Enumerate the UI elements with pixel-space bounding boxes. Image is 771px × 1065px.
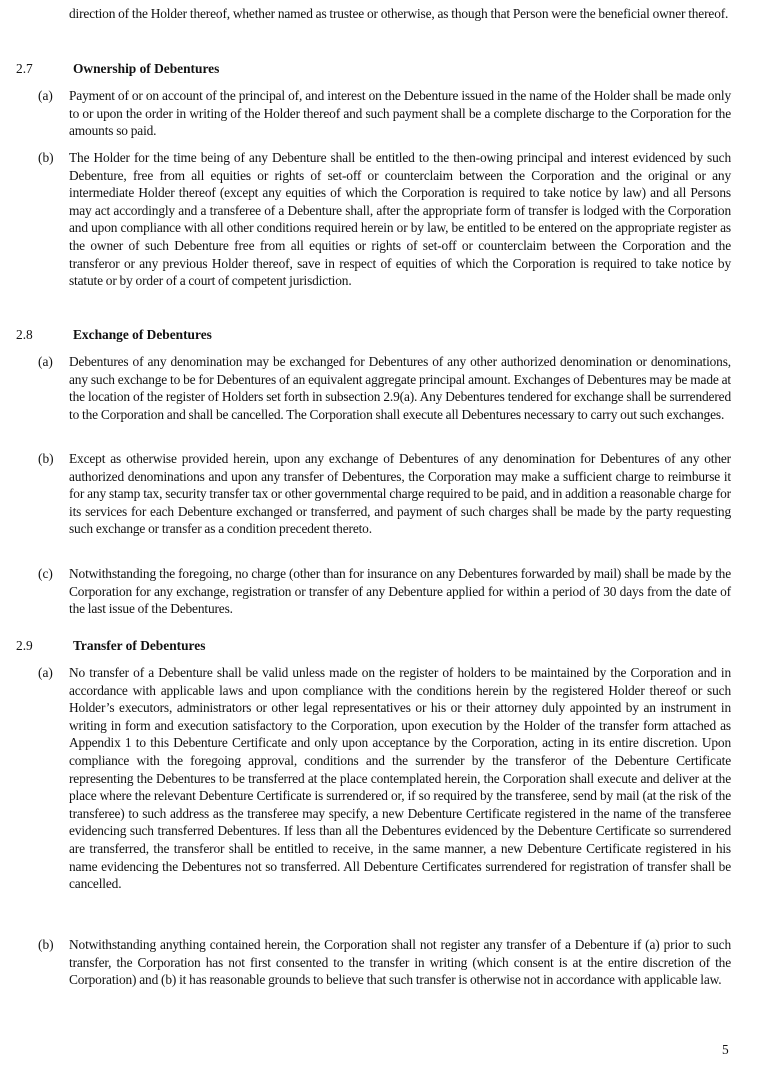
page-number: 5 bbox=[722, 1042, 729, 1057]
item-text: Payment of or on account of the principal of, and interest on the Debenture issued in the name of the Holder shall be made only to or upon the order in writing of the Holder thereof and such payment shall be a complete discharge to the Corporation for the amounts so paid. bbox=[69, 88, 731, 139]
section-number: 2.7 bbox=[16, 61, 33, 76]
section-number: 2.9 bbox=[16, 638, 33, 653]
section-number: 2.8 bbox=[16, 327, 33, 342]
item-label: (a) bbox=[38, 354, 53, 369]
item-text: Notwithstanding anything contained herein, the Corporation shall not register any transfer of a Debenture if (a) prior to such transfer, the Corporation has not first consented to the transfer in writing (which consent is at the entire discretion of the Corporation) and (b) it has reasonable grounds to believe that such transfer is otherwise not in accordance with applicable law. bbox=[69, 937, 731, 988]
section-title: Exchange of Debentures bbox=[73, 327, 212, 342]
item-label: (b) bbox=[38, 451, 54, 466]
item-text: Notwithstanding the foregoing, no charge (other than for insurance on any Debentures forwarded by mail) shall be made by the Corporation for any exchange, registration or transfer of any Debenture applied for within a period of 30 days from the date of the last issue of the Debentures. bbox=[69, 566, 731, 617]
item-label: (c) bbox=[38, 566, 53, 581]
section-title: Transfer of Debentures bbox=[73, 638, 206, 653]
item-text: The Holder for the time being of any Debenture shall be entitled to the then-owing principal and interest evidenced by such Debenture, free from all equities or rights of set-off or counterclaim between the Corporation and the original or any intermediate Holder thereof (except any equities of which the Corporation is required to take notice by law) and all Persons may act accordingly and a transferee of a Debenture shall, after the appropriate form of transfer is lodged with the Corporation and upon compliance with all other conditions required herein or by law, be entitled to be entered on the appropriate register as the owner of such Debenture free from all equities or rights of set-off or counterclaim between the Corporation and the transferor or any previous Holder thereof, save in respect of equities of which the Corporation is required to take notice by statute or by order of a court of competent jurisdiction. bbox=[69, 150, 731, 289]
item-label: (b) bbox=[38, 150, 54, 165]
item-label: (b) bbox=[38, 937, 54, 952]
item-label: (a) bbox=[38, 88, 53, 103]
section-title: Ownership of Debentures bbox=[73, 61, 220, 76]
item-label: (a) bbox=[38, 665, 53, 680]
continuation-paragraph: direction of the Holder thereof, whether named as trustee or otherwise, as though that Person were the beneficial owner thereof. bbox=[69, 6, 729, 21]
item-text: No transfer of a Debenture shall be valid unless made on the register of holders to be maintained by the Corporation and in accordance with applicable laws and upon compliance with the conditions herein by the registered Holder thereof or such Holder’s executors, administrators or other legal representatives or his or their attorney duly appointed by an instrument in writing in form and execution satisfactory to the Corporation, upon execution by the Holder of the transfer form attached as Appendix 1 to this Debenture Certificate and only upon acceptance by the Corporation, acting in its entire discretion. Upon compliance with the foregoing approval, conditions and the surrender by the transferor of the Debenture Certificate representing the Debentures to be transferred at the place contemplated herein, the Corporation shall execute and deliver at the place where the relevant Debenture Certificate is surrendered or, if so required by the transferee, send by mail (at the risk of the transferee) to such address as the transferee may specify, a new Debenture Certificate registered in the name of the transferee evidencing such transferred Debentures. If less than all the Debentures evidenced by the Debenture Certificate so surrendered are transferred, the transferor shall be entitled to receive, in the same manner, a new Debenture Certificate registered in his name evidencing the Debentures not so transferred. All Debenture Certificates surrendered for registration of transfer shall be cancelled. bbox=[69, 665, 731, 892]
item-text: Except as otherwise provided herein, upon any exchange of Debentures of any denomination for Debentures of any other authorized denominations and upon any transfer of Debentures, the Corporation may make a sufficient charge to reimburse it for any stamp tax, security transfer tax or other governmental charge required to be paid, and in addition a reasonable charge for its services for each Debenture exchanged or transferred, and payment of such charges shall be made by the party requesting such exchange or transfer as a condition precedent thereto. bbox=[69, 451, 731, 537]
item-text: Debentures of any denomination may be exchanged for Debentures of any other authorized denomination or denominations, any such exchange to be for Debentures of an equivalent aggregate principal amount. Exchanges of Debentures may be made at the location of the register of Holders set forth in subsection 2.9(a). Any Debentures tendered for exchange shall be surrendered to the Corporation and shall be cancelled. The Corporation shall execute all Debentures necessary to carry out such exchanges. bbox=[69, 354, 731, 422]
